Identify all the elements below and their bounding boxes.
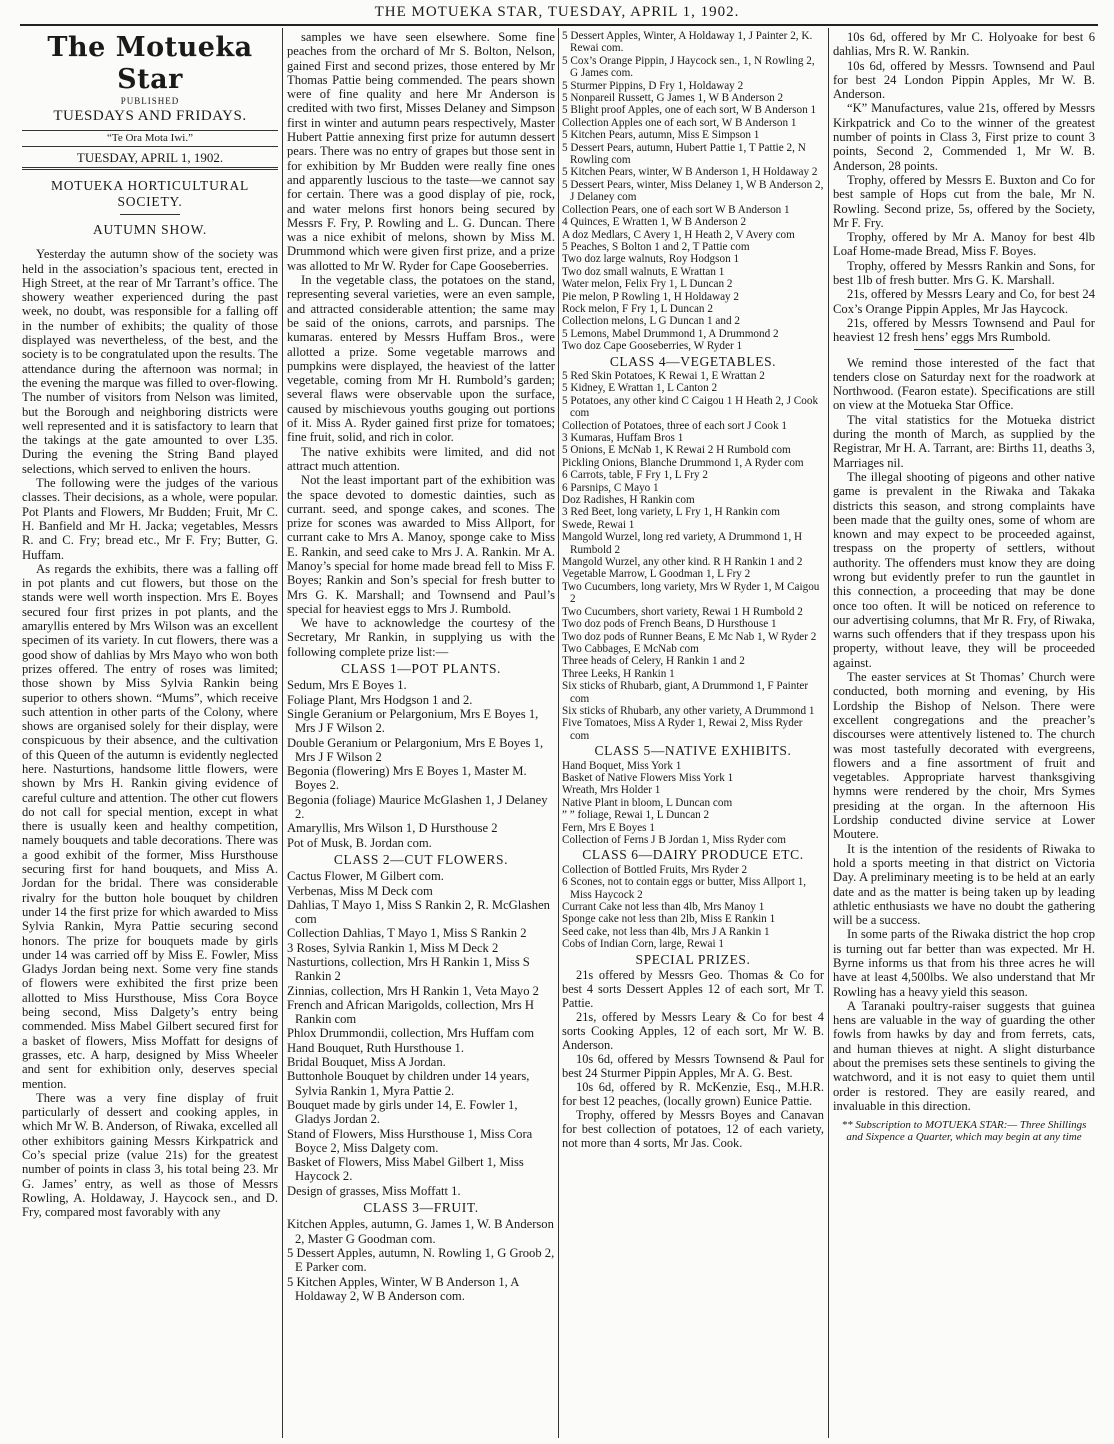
class2-list xyxy=(287,869,555,1198)
prize-item: Rock melon, F Fry 1, L Duncan 2 xyxy=(562,302,713,315)
prize-item: Mangold Wurzel, any other kind. R H Rankin 1 and 2 xyxy=(562,556,803,569)
prize-item: Amaryllis, Mrs Wilson 1, D Hursthouse 2 xyxy=(287,821,498,836)
news-items xyxy=(833,356,1095,1114)
prize-item: 3 Kumaras, Huffam Bros 1 xyxy=(562,432,684,444)
prize-item: Doz Radishes, H Rankin com xyxy=(562,494,695,507)
prize-item: Hand Bouquet, Ruth Hursthouse 1. xyxy=(287,1040,465,1055)
column-divider xyxy=(828,28,829,1438)
prize-item: Three heads of Celery, H Rankin 1 and 2 xyxy=(562,655,745,668)
special-prize-paragraph: 21s, offered by Messrs Leary and Co, for best 24 Cox’s Orange Pippin Apples, Mr Jas Haycock. xyxy=(833,287,1095,316)
prize-item: 5 Dessert Apples, Winter, A Holdaway 1, J Painter 2, K. Rewai com. xyxy=(562,30,813,55)
prize-item: 5 Kitchen Pears, winter, W B Anderson 1, H Holdaway 2 xyxy=(562,166,818,179)
class3-title: CLASS 3—FRUIT. xyxy=(363,1200,479,1216)
news-paragraph: The easter services at St Thomas’ Church were conducted, both morning and evening, by His Lordship the Bishop of Nelson. There were excellent congregations and the preacher’s discourses were attentively listened to. The church was most tastefully decorated with evergreens, flowers and a fine assortment of fruit and vegetables. Appropriate harvest thanksgiving hymns were rendered by the choir, Mrs Symes presiding at the organ. In the afternoon His Lordship conducted divine service at Lower Moutere. xyxy=(833,670,1095,842)
class4-title: CLASS 4—VEGETABLES. xyxy=(609,353,777,369)
article-paragraph: There was a very fine display of fruit particularly of dessert and cooking apples, in which Mr W. B. Anderson, of Riwaka, excelled all other exhibitors gaining Messrs Kirkpatrick and Co’s special prize (value 21s) for the greatest number of points in class 3, his total being 23. Mr G. James’ entry, as well as those of Messrs Rowling, A. Holdaway, J. Haycock sen., and D. Fry, compared most favorably with any xyxy=(22,1090,278,1220)
prize-item: Wreath, Mrs Holder 1 xyxy=(562,784,661,797)
prize-item: 5 Nonpareil Russett, G James 1, W B Anderson 2 xyxy=(562,92,784,105)
prize-item: Bridal Bouquet, Miss A Jordan. xyxy=(287,1055,446,1070)
article-paragraph: As regards the exhibits, there was a falling off in pot plants and cut flowers, but those on the stands were well worth inspection. Mrs E. Boyes secured four first prizes in pot plants, and the amaryllis entered by Mrs Wilson was an excellent specimen of its variety. In cut flowers, there was a good show of dahlias by Mrs Mayo who won both prizes offered. The entry of roses was limited; those shown by Miss Sylvia Rankin being superior to others shown. “Mums”, which receive such attention in other parts of the Colony, where shows are organised solely for their display, were conspicuous by their absence, and the cultivation of this Queen of the autumn is evidently neglected here. Nasturtions, handsome little flowers, were shown by Mrs H. Rankin giving evidence of careful culture and attention. The other cut flowers do not call for special mention, except in what there is usually keen and healthy competition, namely bouquets and table decorations. There was a good exhibit of the former, Miss Hursthouse securing first for hand bouquets, and Miss A. Jordan for the bridal. There was considerable rivalry for the button hole bouquet by children under 14 the first prize for which awarded to Miss Sylvia Rankin, Myra Pattie securing second honors. The prize for bouquets made by girls under 14 was carried off by Miss E. Fowler, Miss Gladys Jordan being next. Some very fine stands of flowers were exhibited the first prize been allotted to Miss Hursthouse, Miss Cora Boyce being second, Miss Dalgety’s entry being commended. Miss Mabel Gilbert secured first for a basket of flowers, Miss Moffatt for designs of grasses, etc. A harp, designed by Miss Wheeler and sent for exhibition only, deserves special mention. xyxy=(22,561,278,1091)
article-paragraph: We have to acknowledge the courtesy of the Secretary, Mr Rankin, in supplying us with the following complete prize list:— xyxy=(287,616,555,659)
prize-item: Five Tomatoes, Miss A Ryder 1, Rewai 2, Miss Ryder com xyxy=(562,717,803,742)
header-rule xyxy=(20,24,1098,26)
prize-item: Water melon, Felix Fry 1, L Duncan 2 xyxy=(562,278,733,291)
prize-item: 4 Quinces, E Wratten 1, W B Anderson 2 xyxy=(562,216,747,229)
special-prize-paragraph: “K” Manufactures, value 21s, offered by Messrs Kirkpatrick and Co to the winner of the greatest number of points in Class 3, First prize to count 3 points, Second 2, Commended 1, Mr W. B. Anderson, 28 points. xyxy=(833,101,1095,173)
news-paragraph: It is the intention of the residents of Riwaka to hold a sports meeting in that district on Victoria Day. A preliminary meeting is to be held at an early date and as the matter is being taken up by leading athletic enthusiasts we have no doubt the gathering will be a success. xyxy=(833,841,1095,928)
masthead-published: PUBLISHED xyxy=(120,96,180,106)
prize-item: Collection of Bottled Fruits, Mrs Ryder 2 xyxy=(562,863,748,876)
divider xyxy=(914,349,1014,350)
prize-item: Two doz pods of French Beans, D Hursthouse 1 xyxy=(562,618,777,631)
special-prize-paragraph: 10s 6d, offered by R. McKenzie, Esq., M.H.R. for best 12 peaches, (locally grown) Eunice Pattie. xyxy=(562,1080,824,1109)
news-paragraph: A Taranaki poultry-raiser suggests that guinea hens are valuable in the way of guarding the other fowls from hawks by day and from ferrets, cats, and human thieves at night. A slight disturbance about the premises sets these sentinels to giving the watchword, and it is not easy to quiet them until order is restored. They are easily reared, and invaluable in this direction. xyxy=(833,998,1095,1113)
prize-item: 5 Dessert Pears, winter, Miss Delaney 1, W B Anderson 2, J Delaney com xyxy=(562,178,824,204)
special-prize-paragraph: 10s 6d, offered by Mr C. Holyoake for best 6 dahlias, Mrs R. W. Rankin. xyxy=(833,30,1095,59)
prize-item: Two doz Cape Gooseberries, W Ryder 1 xyxy=(562,340,743,353)
page-header: THE MOTUEKA STAR, TUESDAY, APRIL 1, 1902. xyxy=(374,4,740,20)
article-subheading: AUTUMN SHOW. xyxy=(92,222,208,237)
special-prize-paragraph: 10s 6d, offered by Messrs. Townsend and Paul for best 24 London Pippin Apples, Mr W. B. Anderson. xyxy=(833,58,1095,102)
prize-item: Design of grasses, Miss Moffatt 1. xyxy=(287,1183,461,1198)
prize-item: 5 Onions, E McNab 1, K Rewai 2 H Rumbold com xyxy=(562,444,791,457)
masthead-motto: “Te Ora Mota Iwi.” xyxy=(22,130,278,147)
class5-list xyxy=(562,760,824,847)
prize-item: Pie melon, P Rowling 1, H Holdaway 2 xyxy=(562,290,740,303)
prize-item: Cobs of Indian Corn, large, Rewai 1 xyxy=(562,938,724,951)
prize-item: Collection melons, L G Duncan 1 and 2 xyxy=(562,315,740,328)
prize-item: Begonia (flowering) Mrs E Boyes 1, Master M. Boyes 2. xyxy=(287,764,527,793)
prize-item: Two doz small walnuts, E Wrattan 1 xyxy=(562,265,725,278)
masthead-days: TUESDAYS AND FRIDAYS. xyxy=(53,108,247,124)
prize-item: Bouquet made by girls under 14, E. Fowler 1, Gladys Jordan 2. xyxy=(287,1097,518,1127)
class3-list xyxy=(287,1217,555,1303)
prize-item: Double Geranium or Pelargonium, Mrs E Boyes 1, Mrs J F Wilson 2 xyxy=(287,735,544,764)
news-paragraph: The illegal shooting of pigeons and other native game is prevalent in the Riwaka and Takaka districts this season, and strong complaints have been made that the guilty ones, some of whom are known and may expect to be proceeded against, trespass on the property of settlers, without authority. The offenders must know they are doing wrong but evidently prefer to run the gauntlet in this connection, a proceeding that may be done once too often. It will be noticed on reference to our advertising columns, that Mr R. Fry, of Riwaka, warns such offenders that if they trespass upon his property, without leave, they will be proceeded against. xyxy=(833,469,1095,670)
prize-item: Collection of Ferns J B Jordan 1, Miss Ryder com xyxy=(562,834,786,846)
column-divider xyxy=(558,28,559,1438)
prize-item: Pickling Onions, Blanche Drummond 1, A Ryder com xyxy=(562,456,804,469)
class6-title: CLASS 6—DAIRY PRODUCE ETC. xyxy=(582,847,804,863)
prize-item: Native Plant in bloom, L Duncan com xyxy=(562,796,733,809)
prize-item: Phlox Drummondii, collection, Mrs Huffam com xyxy=(287,1026,535,1041)
class6-list xyxy=(562,864,824,951)
prize-item: 5 Kitchen Apples, Winter, W B Anderson 1, A Holdaway 2, W B Anderson com. xyxy=(287,1274,519,1303)
prize-item: Single Geranium or Pelargonium, Mrs E Boyes 1, Mrs J F Wilson 2. xyxy=(287,706,539,736)
class2-title: CLASS 2—CUT FLOWERS. xyxy=(333,851,509,867)
prize-item: 5 Kitchen Pears, autumn, Miss E Simpson 1 xyxy=(562,129,760,142)
prize-item: 6 Scones, not to contain eggs or butter, Miss Allport 1, Miss Haycock 2 xyxy=(562,876,807,901)
special-prize-paragraph: Trophy, offered by Mr A. Manoy for best 4lb Loaf Home-made Bread, Miss F. Boyes. xyxy=(833,230,1095,259)
special-prizes-list xyxy=(562,968,824,1150)
special-prize-paragraph: Trophy, offered by Messrs E. Buxton and Co for best sample of Hops cut from the bale, Mr N. Rowling. Second prize, 5s, offered by the Society, Mr F. Fry. xyxy=(833,172,1095,230)
prize-item: Nasturtions, collection, Mrs H Rankin 1, Miss S Rankin 2 xyxy=(287,955,530,984)
column-3 xyxy=(562,30,824,1436)
class3-list-continued xyxy=(562,30,824,353)
article-paragraph: samples we have seen elsewhere. Some fine peaches from the orchard of Mr S. Bolton, Nelson, gained First and second prizes, those entered by Mr Thomas Pattie being commended. The pears shown were of fine quality and here Mr Anderson is credited with two first, Misses Delaney and Simpson first in winter and autumn pears respectively, Master Hubert Pattie annexing first prize for autumn dessert pears. There was no entry of grapes but those sent in for exhibition by Mr Budden were really fine ones and apparently luscious to the taste—we cannot say for certain. There was a good display of pie, rock, and water melons first honors being secured by Messrs F. Fry, P. Rowling and L. G. Duncan. There was a nice exhibit of melons, shown by Miss M. Drummond which were given first prize, and a prize was allotted to Mr W. Ryder for Cape Gooseberries. xyxy=(287,30,555,273)
prize-item: 5 Sturmer Pippins, D Fry 1, Holdaway 2 xyxy=(562,79,744,92)
prize-item: 5 Dessert Apples, autumn, N. Rowling 1, G Groob 2, E Parker com. xyxy=(287,1245,555,1275)
prize-item: Stand of Flowers, Miss Hursthouse 1, Miss Cora Boyce 2, Miss Dalgety com. xyxy=(287,1126,533,1155)
prize-item: A doz Medlars, C Avery 1, H Heath 2, V Avery com xyxy=(562,228,795,241)
special-prize-paragraph: Trophy, offered by Messrs Boyes and Canavan for best collection of potatoes, 12 of each variety, not more than 4 sorts, Mr Jas. Cook. xyxy=(562,1108,824,1151)
prize-item: Two Cucumbers, short variety, Rewai 1 H Rumbold 2 xyxy=(562,605,803,618)
prize-item: 5 Peaches, S Bolton 1 and 2, T Pattie com xyxy=(562,240,750,253)
prize-item: Fern, Mrs E Boyes 1 xyxy=(562,821,655,834)
prize-item: 5 Red Skin Potatoes, K Rewai 1, E Wrattan 2 xyxy=(562,369,765,382)
prize-item: 5 Kidney, E Wrattan 1, L Canton 2 xyxy=(562,382,718,395)
special-prize-paragraph: 21s offered by Messrs Geo. Thomas & Co for best 4 sorts Dessert Apples 12 of each sort, Mr T. Pattie. xyxy=(562,968,824,1011)
prize-item: 5 Cox’s Orange Pippin, J Haycock sen., 1, N Rowling 2, G James com. xyxy=(562,54,815,80)
article-paragraph: The native exhibits were limited, and did not attract much attention. xyxy=(287,444,555,473)
prize-item: Basket of Native Flowers Miss York 1 xyxy=(562,771,734,784)
article-paragraph: Not the least important part of the exhibition was the space devoted to domestic dainties, such as currant. seed, and sponge cakes, and scones. The prize for scones was awarded to Miss Allport, for currant cake to Mrs A. Manoy, sponge cake to Miss E. Rankin, and seed cake to Mrs J. A. Rankin. Mr A. Manoy’s special for home made bread fell to Miss F. Boyes; Rankin and Son’s special for fresh butter to Mrs G. K. Marshall; and Townsend and Paul’s special for heaviest eggs to Mrs J. Rumbold. xyxy=(287,473,555,616)
article-heading: MOTUEKA HORTICULTURAL SOCIETY. xyxy=(50,178,250,209)
prize-item: 3 Roses, Sylvia Rankin 1, Miss M Deck 2 xyxy=(287,940,499,955)
special-prizes-title: SPECIAL PRIZES. xyxy=(635,951,751,967)
masthead-date: TUESDAY, APRIL 1, 1902. xyxy=(22,149,278,170)
prize-item: 5 Blight proof Apples, one of each sort, W B Anderson 1 xyxy=(562,104,817,117)
prize-item: Two Cucumbers, long variety, Mrs W Ryder 1, M Caigou 2 xyxy=(562,580,820,606)
special-prize-paragraph: 21s, offered by Messrs Leary & Co for best 4 sorts Cooking Apples, 12 of each sort, Mr W. B. Anderson. xyxy=(562,1010,824,1053)
article-body-col2 xyxy=(287,30,555,659)
prize-item: Six sticks of Rhubarb, any other variety, A Drummond 1 xyxy=(562,704,815,717)
prize-item: Begonia (foliage) Maurice McGlashen 1, J Delaney 2. xyxy=(287,792,548,822)
masthead-title: The Motueka Star xyxy=(47,32,253,95)
class1-list xyxy=(287,678,555,850)
prize-item: 5 Dessert Pears, autumn, Hubert Pattie 1, T Pattie 2, N Rowling com xyxy=(562,141,806,167)
column-divider xyxy=(282,28,283,1438)
article-paragraph: Yesterday the autumn show of the society was held in the association’s spacious tent, erected in High Street, at the rear of Mr Tarrant’s office. The showery weather experienced during the past week, no doubt, was responsible for a falling off in the number of exhibits; the quality of those displayed was nevertheless, of the best, and the society is to be congratulated upon the results. The attendance during the afternoon was normal; in the evening the marque was filled to over-flowing. The number of visitors from Nelson was limited, but the Borough and neighboring districts were well represented and it is satisfactory to learn that the takings at the gate amounted to over L35. During the evening the String Band played selections, which served to enliven the hours. xyxy=(22,247,278,476)
prize-item: Collection Pears, one of each sort W B Anderson 1 xyxy=(562,203,790,216)
prize-item: Six sticks of Rhubarb, giant, A Drummond 1, F Painter com xyxy=(562,680,809,705)
prize-item: 6 Carrots, table, F Fry 1, L Fry 2 xyxy=(562,469,708,482)
prize-item: Two Cabbages, E McNab com xyxy=(562,642,699,655)
column-2 xyxy=(287,30,555,1436)
prize-item: Two doz large walnuts, Roy Hodgson 1 xyxy=(562,253,740,266)
article-paragraph: The following were the judges of the various classes. Their decisions, as a whole, were popular. Pot Plants and Flowers, Mr Budden; Fruit, Mr C. H. Banfield and Mr H. Jacka; vegetables, Messrs R. and C. Fry; bread etc., Mr F. Fry; Butter, G. Huffam. xyxy=(22,476,278,562)
article-body-col1 xyxy=(22,247,278,1219)
prize-item: Sedum, Mrs E Boyes 1. xyxy=(287,678,407,693)
prize-item: Swede, Rewai 1 xyxy=(562,518,635,531)
class5-title: CLASS 5—NATIVE EXHIBITS. xyxy=(594,743,792,759)
prize-item: Foliage Plant, Mrs Hodgson 1 and 2. xyxy=(287,692,473,707)
prize-item: French and African Marigolds, collection, Mrs H Rankin com xyxy=(287,997,534,1027)
column-4 xyxy=(833,30,1095,1436)
prize-item: Hand Boquet, Miss York 1 xyxy=(562,759,682,772)
prize-item: Zinnias, collection, Mrs H Rankin 1, Veta Mayo 2 xyxy=(287,983,539,998)
news-paragraph: We remind those interested of the fact that tenders close on Saturday next for the roadwork at Northwood. (Fearon estate). Specifications are still on view at the Motueka Star Office. xyxy=(833,355,1095,413)
news-paragraph: In some parts of the Riwaka district the hop crop is turning out far better than was expected. Mr H. Byrne informs us that from his three acres he will have at least 4,500lbs. We also understand that Mr Rowling has a heavy yield this season. xyxy=(833,927,1095,999)
prize-item: Three Leeks, H Rankin 1 xyxy=(562,667,675,680)
prize-item: Verbenas, Miss M Deck com xyxy=(287,883,433,898)
class1-title: CLASS 1—POT PLANTS. xyxy=(340,661,502,677)
article-paragraph: In the vegetable class, the potatoes on the stand, representing several varieties, were an even sample, and attracted considerable attention; the same may be said of the onions, carrots, and parsnips. The kumaras. entered by Messrs Huffam Bros., were allotted a prize. Some vegetable marrows and pumpkins were displayed, the heaviest of the latter vegetable, coming from Mr H. Rumbold’s garden; several flaws were observable upon the surface, caused by mischievous youths gouging out portions of it. Miss A. Ryder gained first prize for tomatoes; fine fruit, solid, and rich in color. xyxy=(287,273,555,445)
prize-item: Kitchen Apples, autumn, G. James 1, W. B Anderson 2, Master G Goodman com. xyxy=(287,1217,554,1246)
prize-item: 5 Lemons, Mabel Drummond 1, A Drummond 2 xyxy=(562,327,779,340)
prize-item: Collection Apples one of each sort, W B Anderson 1 xyxy=(562,116,797,129)
news-paragraph: The vital statistics for the Motueka district during the month of March, as supplied by the Registrar, Mr H. A. Tarrant, are: Births 11, deaths 3, Marriages nil. xyxy=(833,412,1095,470)
prize-item: Pot of Musk, B. Jordan com. xyxy=(287,835,432,850)
prize-item: Vegetable Marrow, L Goodman 1, L Fry 2 xyxy=(562,568,751,581)
prize-item: Collection Dahlias, T Mayo 1, Miss S Rankin 2 xyxy=(287,926,527,941)
column-1 xyxy=(22,30,278,1436)
prize-item: Dahlias, T Mayo 1, Miss S Rankin 2, R. McGlashen com xyxy=(287,897,550,927)
prize-item: Mangold Wurzel, long red variety, A Drummond 1, H Rumbold 2 xyxy=(562,531,803,556)
subscription-note: ** Subscription to MOTUEKA STAR:— Three Shillings and Sixpence a Quarter, which may begin at any time xyxy=(841,1119,1087,1144)
special-prize-paragraph: 21s, offered by Messrs Townsend and Paul for heaviest 12 fresh hens’ eggs Mrs Rumbold. xyxy=(833,315,1095,345)
prize-item: Two doz pods of Runner Beans, E Mc Nab 1, W Ryder 2 xyxy=(562,630,817,643)
class4-list xyxy=(562,370,824,742)
special-prizes-list-continued xyxy=(833,30,1095,345)
prize-item: Currant Cake not less than 4lb, Mrs Manoy 1 xyxy=(562,901,765,914)
prize-item: 5 Potatoes, any other kind C Caigou 1 H Heath 2, J Cook com xyxy=(562,394,819,420)
prize-item: Sponge cake not less than 2lb, Miss E Rankin 1 xyxy=(562,913,776,926)
prize-item: 6 Parsnips, C Mayo 1 xyxy=(562,481,659,494)
prize-item: Cactus Flower, M Gilbert com. xyxy=(287,869,444,884)
divider xyxy=(120,214,180,215)
prize-item: Collection of Potatoes, three of each sort J Cook 1 xyxy=(562,419,787,432)
prize-item: ” ” foliage, Rewai 1, L Duncan 2 xyxy=(562,809,710,822)
prize-item: Seed cake, not less than 4lb, Mrs J A Rankin 1 xyxy=(562,925,770,938)
prize-item: Basket of Flowers, Miss Mabel Gilbert 1, Miss Haycock 2. xyxy=(287,1155,524,1184)
prize-item: 3 Red Beet, long variety, L Fry 1, H Rankin com xyxy=(562,506,780,519)
special-prize-paragraph: 10s 6d, offered by Messrs Townsend & Paul for best 24 Sturmer Pippin Apples, Mr A. G. Best. xyxy=(562,1052,824,1081)
special-prize-paragraph: Trophy, offered by Messrs Rankin and Sons, for best 1lb of fresh butter. Mrs G. K. Marshall. xyxy=(833,258,1095,288)
prize-item: Buttonhole Bouquet by children under 14 years, Sylvia Rankin 1, Myra Pattie 2. xyxy=(287,1069,530,1098)
